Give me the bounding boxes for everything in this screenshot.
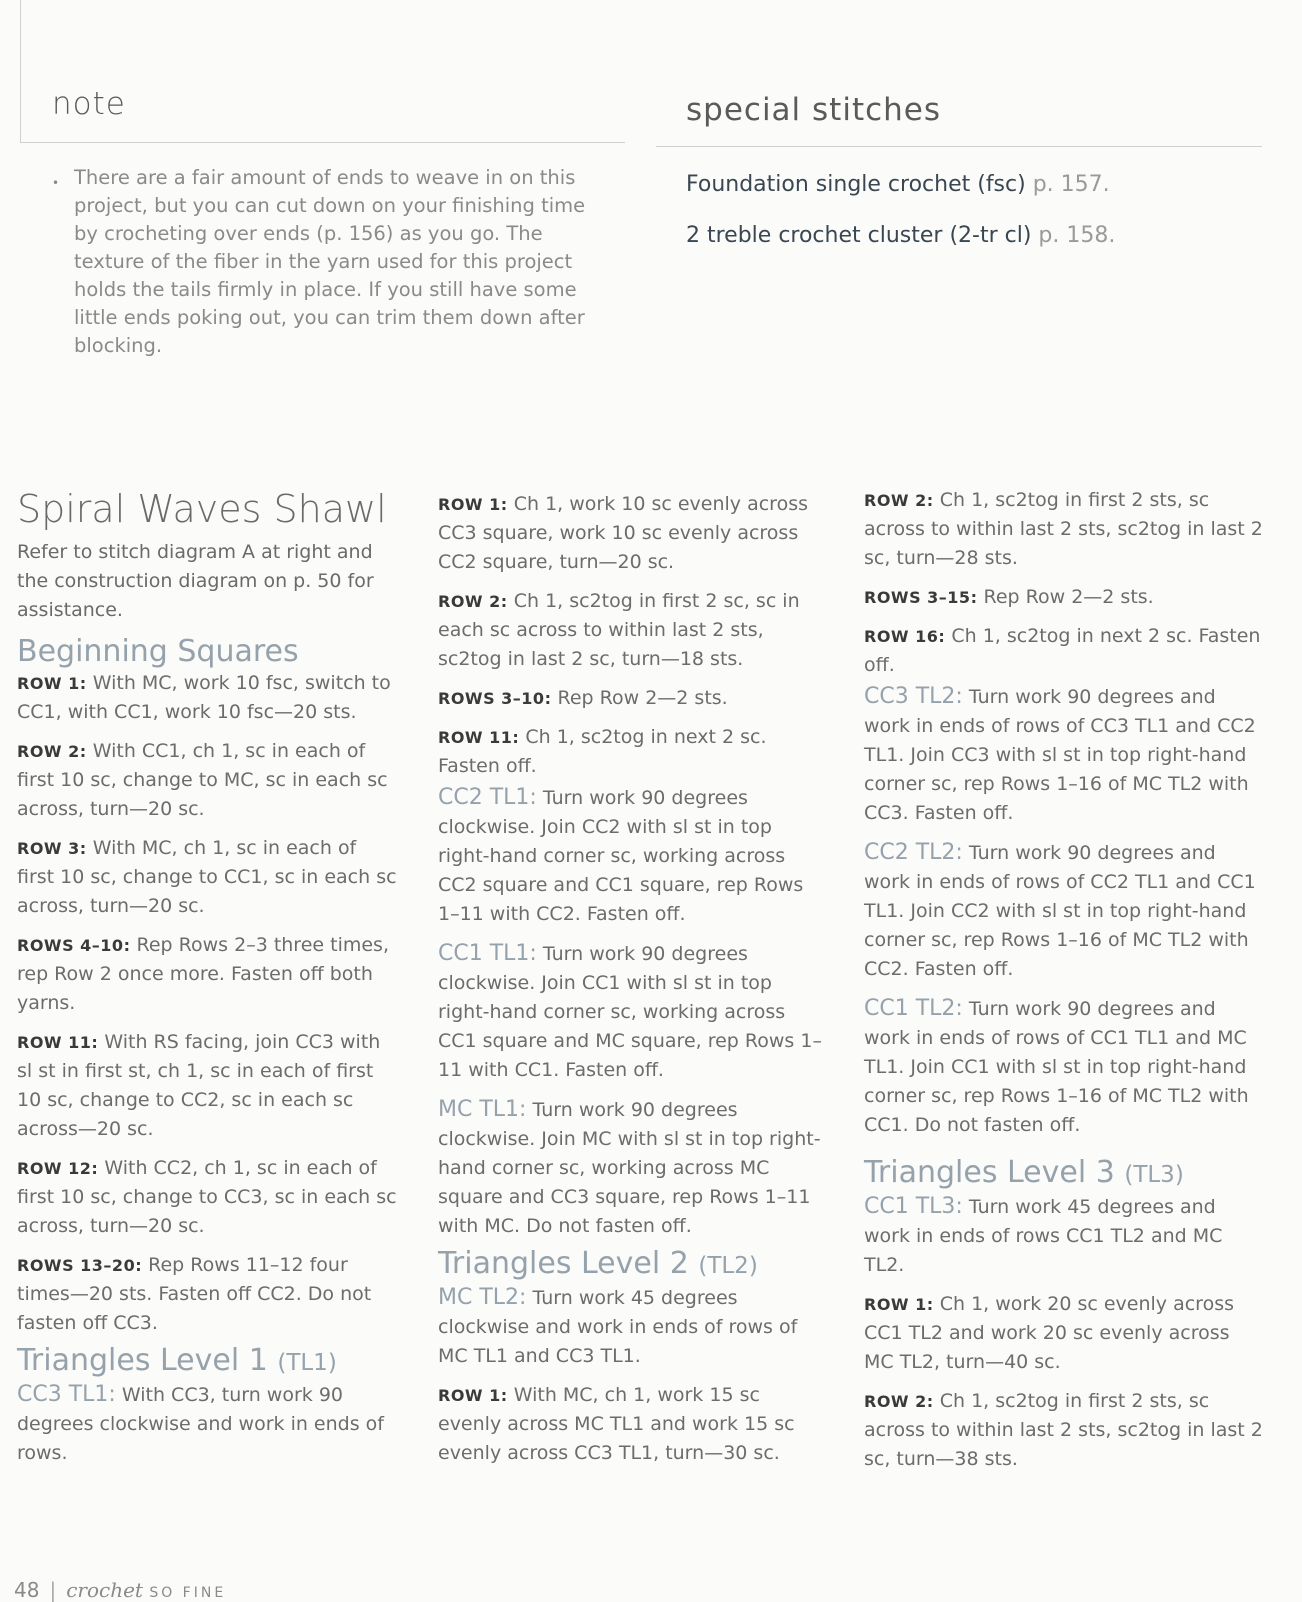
stitch-page-ref: p. 157. — [1032, 172, 1110, 197]
pattern-title: Spiral Waves Shawl — [17, 487, 387, 531]
pattern-row: ROW 2: Ch 1, sc2tog in first 2 sts, sc across to within last 2 sts, sc2tog in last 2 sc, turn—28 sts. — [864, 489, 1263, 569]
special-stitches-divider — [656, 146, 1262, 147]
special-stitches-heading: special stitches — [686, 92, 942, 128]
pattern-row: CC3 TL2: Turn work 90 degrees and work in ends of rows of CC3 TL1 and CC2 TL1. Join CC3 with sl st in top right-hand corner sc, rep Rows 1–16 of MC TL2 with CC3. Fasten off. — [864, 684, 1256, 824]
pattern-row: ROW 1: Ch 1, work 10 sc evenly across CC3 square, work 10 sc evenly across CC2 square, turn—20 sc. — [438, 493, 808, 573]
section-heading-triangles-level-2: Triangles Level 2 (TL2) — [438, 1246, 758, 1281]
pattern-row: CC1 TL1: Turn work 90 degrees clockwise. Join CC1 with sl st in top right-hand corner sc, working across CC1 square and MC square, rep Rows 1–11 with CC1. Fasten off. — [438, 941, 822, 1081]
stitch-name: 2 treble crochet cluster (2-tr cl) — [686, 223, 1032, 248]
pattern-row: ROW 1: Ch 1, work 20 sc evenly across CC1 TL2 and work 20 sc evenly across MC TL2, turn—40 sc. — [864, 1293, 1234, 1373]
pattern-row: CC1 TL2: Turn work 90 degrees and work in ends of rows of CC1 TL1 and MC TL1. Join CC1 with sl st in top right-hand corner sc, rep Rows 1–16 of MC TL2 with CC1. Do not fasten off. — [864, 996, 1249, 1136]
pattern-row: ROW 16: Ch 1, sc2tog in next 2 sc. Fasten off. — [864, 625, 1261, 676]
pattern-row: ROW 11: Ch 1, sc2tog in next 2 sc. Fasten off. — [438, 726, 767, 777]
pattern-row: CC3 TL1: With CC3, turn work 90 degrees clockwise and work in ends of rows. — [17, 1382, 384, 1464]
pattern-row: ROWS 13–20: Rep Rows 11–12 four times—20 sts. Fasten off CC2. Do not fasten off CC3. — [17, 1254, 372, 1334]
intro-text: Refer to stitch diagram A at right and the construction diagram on p. 50 for assistance. — [17, 541, 374, 621]
stitch-page-ref: p. 158. — [1038, 223, 1116, 248]
column-3 — [864, 486, 1264, 1484]
section-heading-triangles-level-3: Triangles Level 3 (TL3) — [864, 1155, 1184, 1190]
note-body: There are a fair amount of ends to weave in on this project, but you can cut down on your finishing time by crocheting over ends (p. 156) as you go. The texture of the fiber in the yarn used for this project holds the tails firmly in place. If you still have some little ends poking out, you can trim them down after blocking. — [74, 166, 586, 357]
column-1 — [17, 486, 397, 1478]
section-heading-beginning-squares: Beginning Squares — [17, 634, 299, 669]
bullet-icon: • — [52, 176, 60, 190]
pattern-row: ROWS 3–15: Rep Row 2—2 sts. — [864, 586, 1154, 608]
special-stitch-item — [686, 221, 1246, 272]
pattern-row: ROW 2: Ch 1, sc2tog in first 2 sc, sc in each sc across to within last 2 sts, sc2tog in last 2 sc, turn—18 sts. — [438, 590, 800, 670]
pattern-row: ROW 12: With CC2, ch 1, sc in each of first 10 sc, change to CC3, sc in each sc across, turn—20 sc. — [17, 1157, 397, 1237]
special-stitch-item — [686, 170, 1246, 221]
book-brand-suffix: SO FINE — [149, 1585, 227, 1601]
pattern-row: MC TL1: Turn work 90 degrees clockwise. Join MC with sl st in top right-hand corner sc, working across MC square and CC3 square, rep Rows 1–11 with MC. Do not fasten off. — [438, 1097, 821, 1237]
section-heading-triangles-level-1: Triangles Level 1 (TL1) — [17, 1343, 337, 1378]
page-number: 48 — [14, 1578, 40, 1602]
book-brand: crochet — [66, 1578, 143, 1602]
footer-separator: | — [49, 1578, 57, 1602]
pattern-row: ROW 11: With RS facing, join CC3 with sl st in first st, ch 1, sc in each of first 10 sc, change to CC2, sc in each sc across—20 sc. — [17, 1031, 381, 1140]
pattern-row: ROWS 4–10: Rep Rows 2–3 three times, rep Row 2 once more. Fasten off both yarns. — [17, 934, 389, 1014]
pattern-row: MC TL2: Turn work 45 degrees clockwise and work in ends of rows of MC TL1 and CC3 TL1. — [438, 1285, 798, 1367]
pattern-row: ROW 2: With CC1, ch 1, sc in each of first 10 sc, change to MC, sc in each sc across, turn—20 sc. — [17, 740, 388, 820]
pattern-row: ROW 1: With MC, ch 1, work 15 sc evenly across MC TL1 and work 15 sc evenly across CC3 TL1, turn—30 sc. — [438, 1384, 795, 1464]
pattern-row: CC2 TL1: Turn work 90 degrees clockwise. Join CC2 with sl st in top right-hand corner sc, working across CC2 square and CC1 square, rep Rows 1–11 with CC2. Fasten off. — [438, 785, 804, 925]
pattern-row: CC1 TL3: Turn work 45 degrees and work in ends of rows CC1 TL2 and MC TL2. — [864, 1194, 1223, 1276]
column-2 — [438, 490, 828, 1478]
pattern-row: ROW 3: With MC, ch 1, sc in each of first 10 sc, change to CC1, sc in each sc across, turn—20 sc. — [17, 837, 397, 917]
special-stitches-list — [686, 170, 1246, 272]
note-heading: note — [52, 86, 126, 122]
pattern-row: CC2 TL2: Turn work 90 degrees and work in ends of rows of CC2 TL1 and CC1 TL1. Join CC2 with sl st in top right-hand corner sc, rep Rows 1–16 of MC TL2 with CC2. Fasten off. — [864, 840, 1256, 980]
pattern-row: ROW 2: Ch 1, sc2tog in first 2 sts, sc across to within last 2 sts, sc2tog in last 2 sc, turn—38 sts. — [864, 1390, 1263, 1470]
page-footer — [14, 1578, 226, 1602]
stitch-name: Foundation single crochet (fsc) — [686, 172, 1026, 197]
pattern-row: ROWS 3–10: Rep Row 2—2 sts. — [438, 687, 728, 709]
pattern-row: ROW 1: With MC, work 10 fsc, switch to CC1, with CC1, work 10 fsc—20 sts. — [17, 672, 391, 723]
